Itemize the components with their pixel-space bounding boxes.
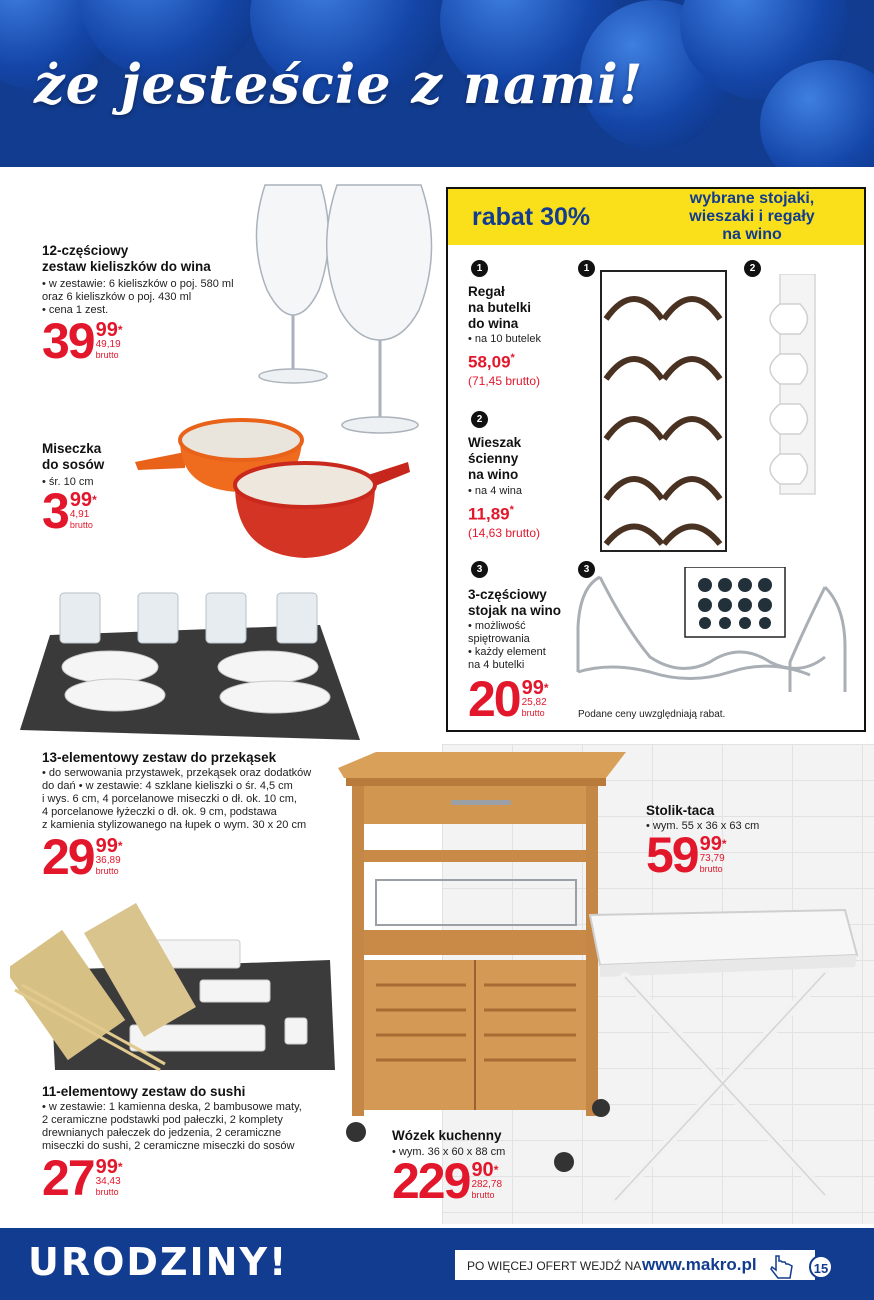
promo-banner	[448, 189, 864, 245]
footer-more-text: PO WIĘCEJ OFERT WEJDŹ NA	[467, 1259, 642, 1273]
wall-rack-desc: • na 4 wina	[468, 485, 522, 497]
promo-discount: rabat 30%	[472, 203, 591, 231]
snack-set-price: 29 99* 36,89 brutto	[42, 829, 123, 885]
item-number-badge: 3	[471, 561, 488, 578]
wine-glasses-image	[245, 180, 440, 440]
snack-set-title: 13-elementowy zestaw do przekąsek	[42, 750, 277, 765]
footer-title: URODZINY!	[28, 1240, 289, 1284]
footer-banner	[0, 1228, 874, 1300]
wine-stand-price: 20 99* 25,82 brutto	[468, 671, 549, 727]
headline: że jesteście z nami!	[34, 52, 644, 116]
wine-rack-price: 58,09*	[468, 352, 515, 372]
item-number-badge: 3	[578, 561, 595, 578]
website-link[interactable]: www.makro.pl	[642, 1255, 757, 1274]
sushi-set-desc: • w zestawie: 1 kamienna deska, 2 bambusowe maty, 2 ceramiczne podstawki pod pałeczki, 2 komplety drewnianych pałeczek do jedzenia, 2 ceramiczne miseczki do sushi, 2 ceramiczne miseczki do sosów	[42, 1101, 302, 1152]
wall-rack-title: Wieszak ścienny na wino	[468, 435, 522, 482]
item-number-badge: 2	[471, 411, 488, 428]
item-number-badge: 1	[578, 260, 595, 277]
wine-stand-desc: • możliwość spiętrowania • każdy element na 4 butelki	[468, 620, 546, 671]
kitchen-cart-price: 229 90* 282,78 brutto	[392, 1153, 503, 1209]
wall-rack-price: 11,89*	[468, 504, 514, 524]
wine-glasses-price: 39 99* 49,19 brutto	[42, 313, 123, 369]
kitchen-cart-title: Wózek kuchenny	[392, 1128, 502, 1143]
discount-note: Podane ceny uwzględniają rabat.	[578, 709, 726, 720]
item-number-badge: 2	[744, 260, 761, 277]
tray-table-image	[585, 905, 860, 1215]
tray-table-desc: • wym. 55 x 36 x 63 cm	[646, 820, 760, 832]
snack-set-image	[20, 555, 365, 745]
sauce-bowl-desc: • śr. 10 cm	[42, 476, 94, 488]
header-banner	[0, 0, 874, 167]
wine-glasses-desc: • w zestawie: 6 kieliszków o poj. 580 ml oraz 6 kieliszków o poj. 430 ml • cena 1 zest.	[42, 278, 234, 316]
snack-set-desc: • do serwowania przystawek, przekąsek oraz dodatków do dań • w zestawie: 4 szklane kieliszki o śr. 4,5 cm i wys. 6 cm, 4 porcelanowe miseczki o dł. ok. 10 cm, 4 porcelanowe łyżeczki o dł. ok. 9 cm, podstawa z kamienia stylizowanego na łupek o wym. 30 x 20 cm	[42, 767, 312, 831]
sauce-bowl-price: 3 99* 4,91 brutto	[42, 483, 97, 539]
wine-rack-image	[596, 269, 731, 559]
wine-stand-title: 3-częściowy stojak na wino	[468, 587, 562, 618]
wine-rack-gross: (71,45 brutto)	[468, 374, 541, 388]
wall-rack-image	[760, 274, 830, 499]
sushi-set-title: 11-elementowy zestaw do sushi	[42, 1084, 246, 1099]
page-number: 15	[809, 1255, 833, 1279]
wine-glasses-title: 12-częściowy zestaw kieliszków do wina	[42, 243, 211, 274]
promo-headline: wybrane stojaki, wieszaki i regały na wino	[689, 190, 815, 243]
wall-rack-gross: (14,63 brutto)	[468, 526, 541, 540]
tray-table-price: 59 99* 73,79 brutto	[646, 827, 727, 883]
tray-table-title: Stolik-taca	[646, 803, 715, 818]
hand-cursor-icon	[768, 1252, 798, 1280]
wine-promo-box	[446, 187, 866, 732]
sushi-set-image	[10, 900, 340, 1080]
wine-stand-image	[570, 567, 860, 707]
item-number-badge: 1	[471, 260, 488, 277]
sauce-bowl-title: Miseczka do sosów	[42, 441, 105, 472]
wine-rack-title: Regał na butelki do wina	[468, 284, 532, 331]
kitchen-cart-desc: • wym. 36 x 60 x 88 cm	[392, 1146, 506, 1158]
sushi-set-price: 27 99* 34,43 brutto	[42, 1150, 123, 1206]
sauce-bowls-image	[130, 410, 420, 570]
wine-rack-desc: • na 10 butelek	[468, 333, 541, 345]
